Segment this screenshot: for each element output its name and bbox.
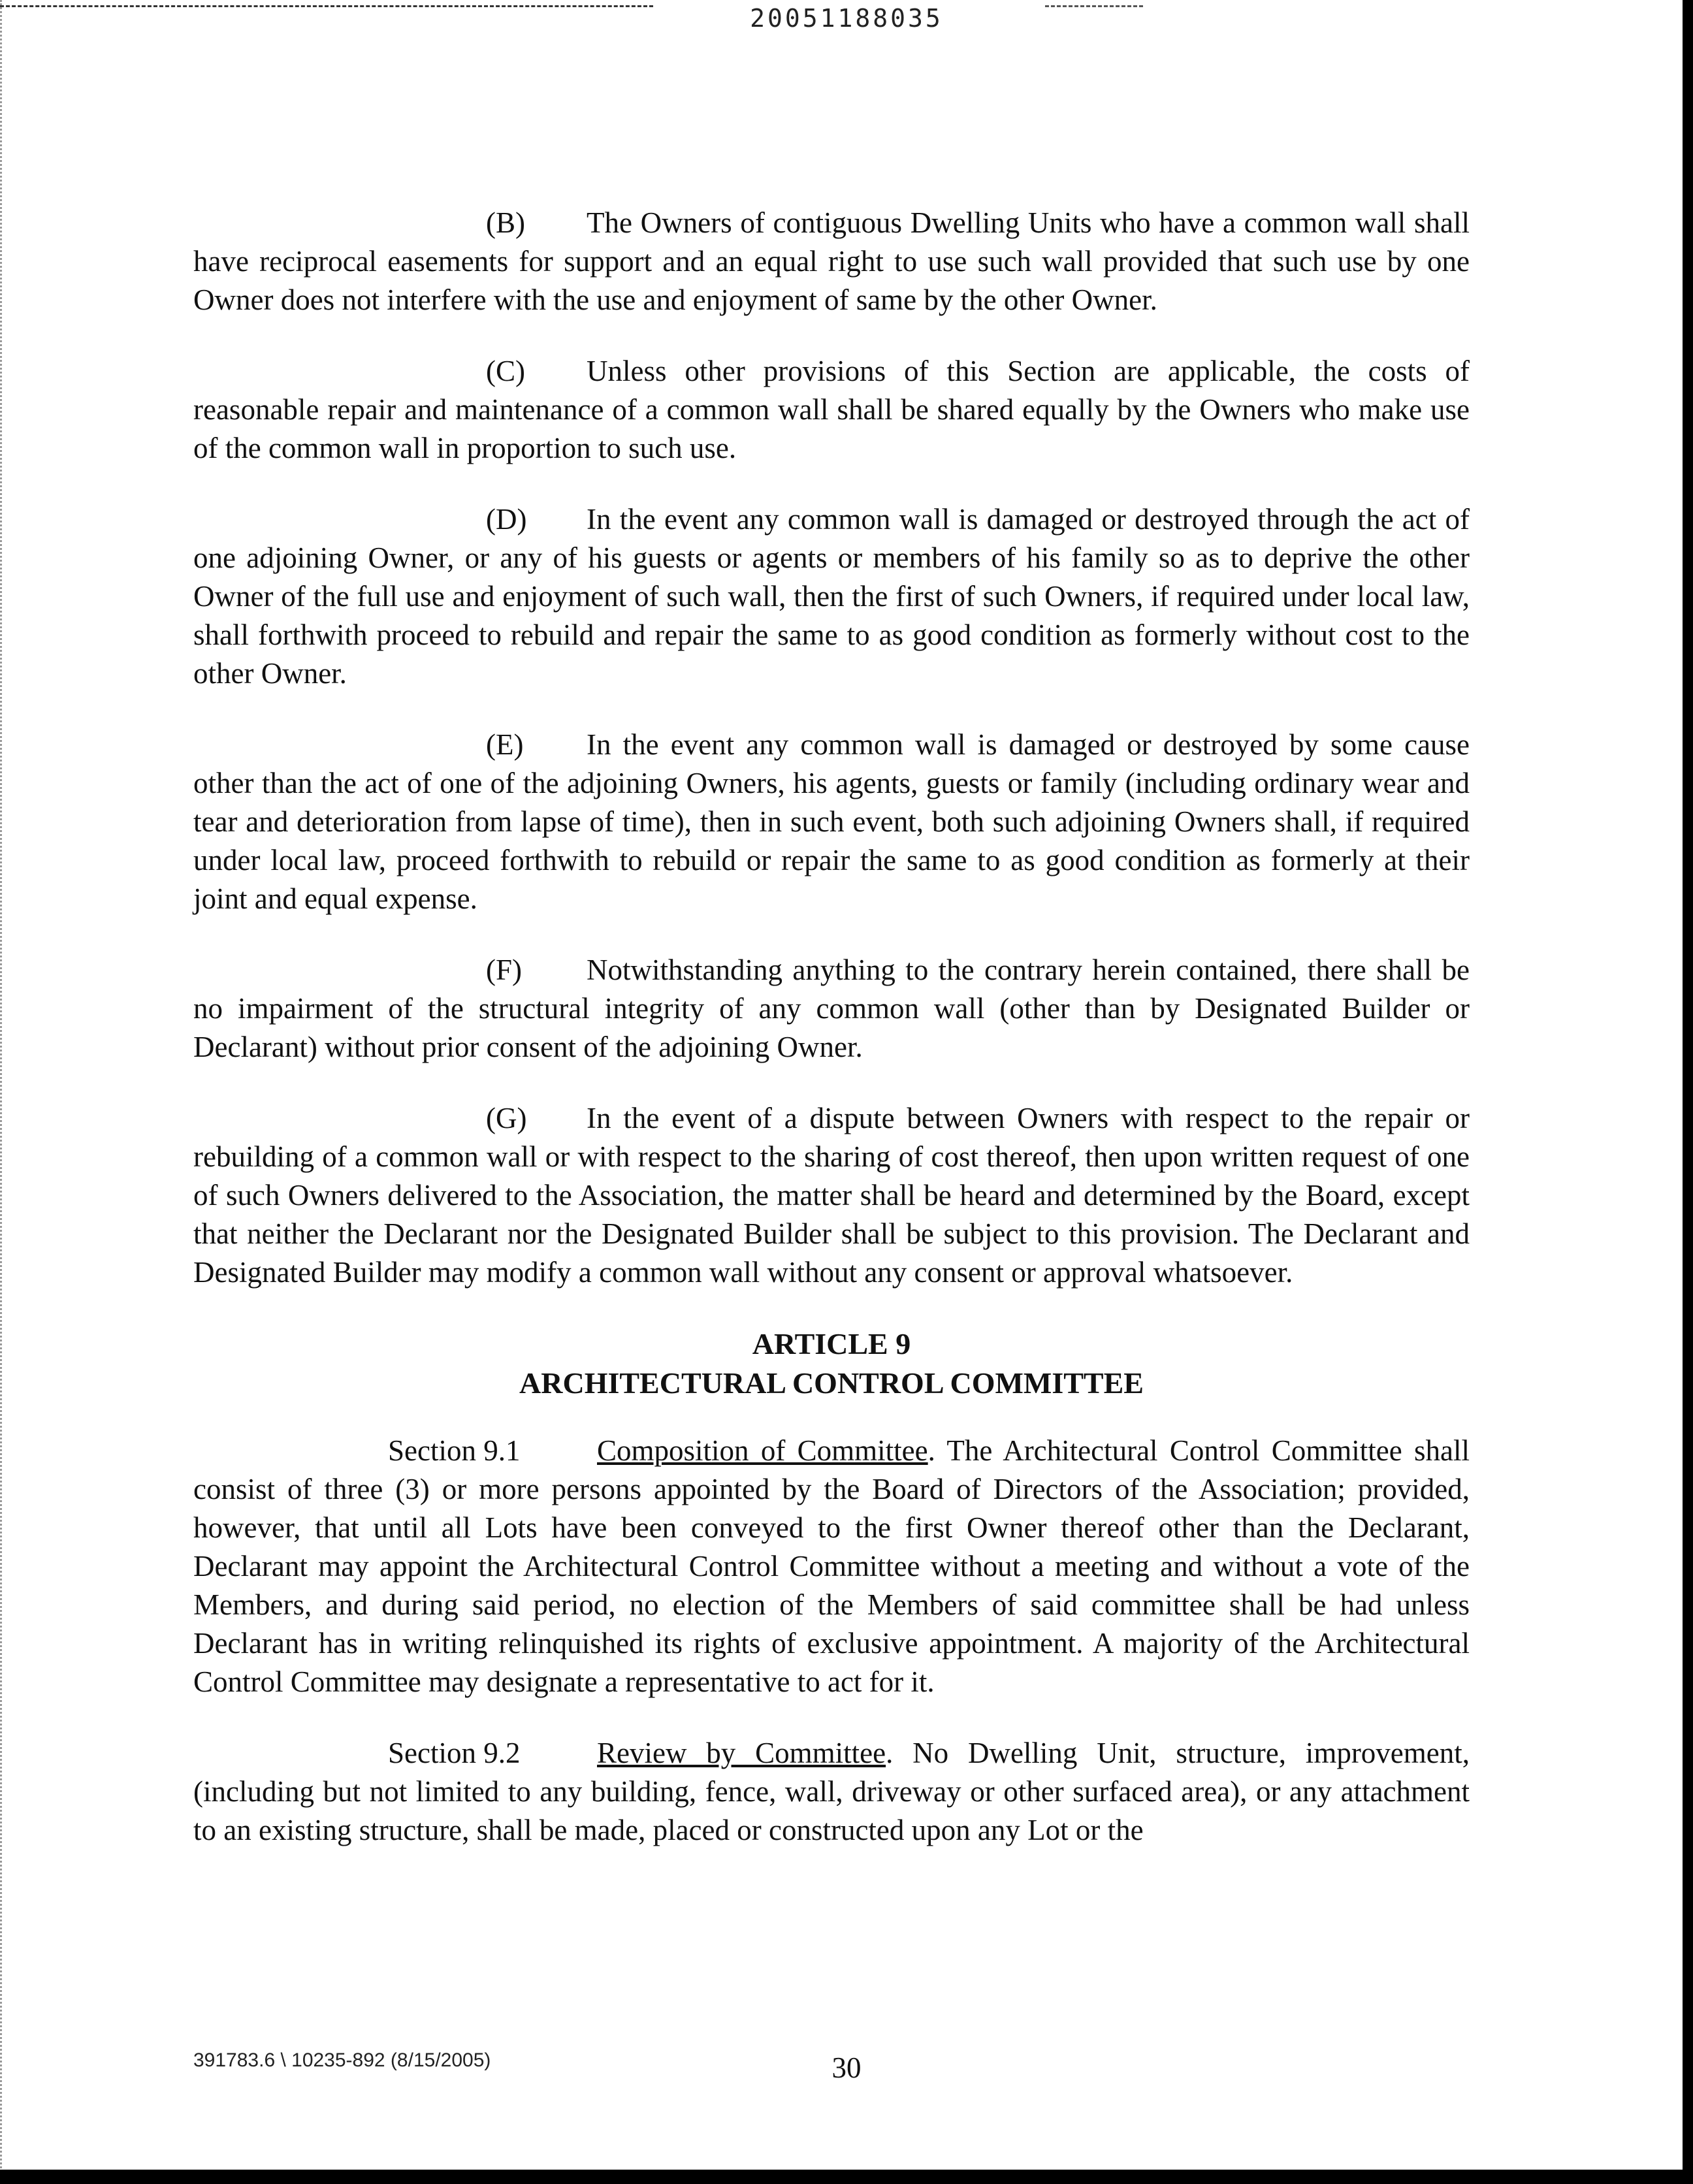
paragraph-d xyxy=(193,500,1470,693)
footer-doc-reference: 391783.6 \ 10235-892 (8/15/2005) xyxy=(193,2049,491,2071)
paragraph-text: In the event of a dispute between Owners with respect to the repair or rebuilding of a common wall or with respect to the sharing of cost thereof, then upon written request of one of such Owners delivered to the Association, the matter shall be heard and determined by the Board, except that neither the Declarant nor the Designated Builder shall be subject to this provision. The Declarant and Designated Builder may modify a common wall without any consent or approval whatsoever. xyxy=(193,1102,1470,1289)
section-label: Section 9.2 xyxy=(388,1737,521,1769)
paragraph-label: (B) xyxy=(486,206,525,239)
paragraph-text: In the event any common wall is damaged or destroyed through the act of one adjoining Owner, or any of his guests or agents or members of his family so as to deprive the other Owner of the full use and enjoyment of such wall, then the first of such Owners, if required under local law, shall forthwith proceed to rebuild and repair the same to as good condition as formerly without cost to the other Owner. xyxy=(193,503,1470,690)
paragraph-label: (G) xyxy=(486,1102,527,1134)
section-heading: Review by Committee xyxy=(597,1737,886,1769)
article-title: ARCHITECTURAL CONTROL COMMITTEE xyxy=(519,1366,1144,1400)
page-number: 30 xyxy=(831,2051,862,2084)
scan-right-border xyxy=(1683,0,1693,2184)
paragraph-text: Notwithstanding anything to the contrary herein contained, there shall be no impairment of the structural integrity of any common wall (other than by Designated Builder or Declarant) without prior consent of the adjoining Owner. xyxy=(193,954,1470,1063)
section-text: . No Dwelling Unit, structure, improvement, (including but not limited to any building, fence, wall, driveway or other surfaced area), or any attachment to an existing structure, shall be made, placed or constructed upon any Lot or the xyxy=(193,1737,1470,1846)
article-heading xyxy=(193,1325,1470,1403)
paragraph-label: (F) xyxy=(486,954,522,986)
paragraph-e xyxy=(193,726,1470,918)
scan-bottom-border xyxy=(0,2170,1693,2184)
article-number: ARTICLE 9 xyxy=(752,1327,911,1360)
section-label: Section 9.1 xyxy=(388,1434,521,1467)
page-body xyxy=(193,204,1470,1882)
section-9-1 xyxy=(193,1432,1470,1701)
paragraph-label: (D) xyxy=(486,503,527,536)
paragraph-g xyxy=(193,1099,1470,1292)
paragraph-label: (C) xyxy=(486,355,525,387)
paragraph-f xyxy=(193,951,1470,1067)
document-number: 20051188035 xyxy=(750,4,943,33)
scan-left-edge xyxy=(0,0,6,2168)
paragraph-c xyxy=(193,352,1470,468)
paragraph-text: The Owners of contiguous Dwelling Units who have a common wall shall have reciprocal easements for support and an equal right to use such wall provided that such use by one Owner does not interfere with the use and enjoyment of same by the other Owner. xyxy=(193,206,1470,316)
paragraph-text: Unless other provisions of this Section are applicable, the costs of reasonable repair and maintenance of a common wall shall be shared equally by the Owners who make use of the common wall in proportion to such use. xyxy=(193,355,1470,464)
section-9-2 xyxy=(193,1734,1470,1850)
paragraph-text: In the event any common wall is damaged or destroyed by some cause other than the act of one of the adjoining Owners, his agents, guests or family (including ordinary wear and tear and deterioration from lapse of time), then in such event, both such adjoining Owners shall, if required under local law, proceed forthwith to rebuild or repair the same to as good condition as formerly at their joint and equal expense. xyxy=(193,728,1470,915)
section-text: . The Architectural Control Committee shall consist of three (3) or more persons appointed by the Board of Directors of the Association; provided, however, that until all Lots have been conveyed to the first Owner thereof other than the Declarant, Declarant may appoint the Architectural Control Committee without a meeting and without a vote of the Members, and during said period, no election of the Members of said committee shall be had unless Declarant has in writing relinquished its rights of exclusive appointment. A majority of the Architectural Control Committee may designate a representative to act for it. xyxy=(193,1434,1470,1698)
paragraph-label: (E) xyxy=(486,728,524,761)
paragraph-b xyxy=(193,204,1470,319)
section-heading: Composition of Committee xyxy=(597,1434,928,1467)
